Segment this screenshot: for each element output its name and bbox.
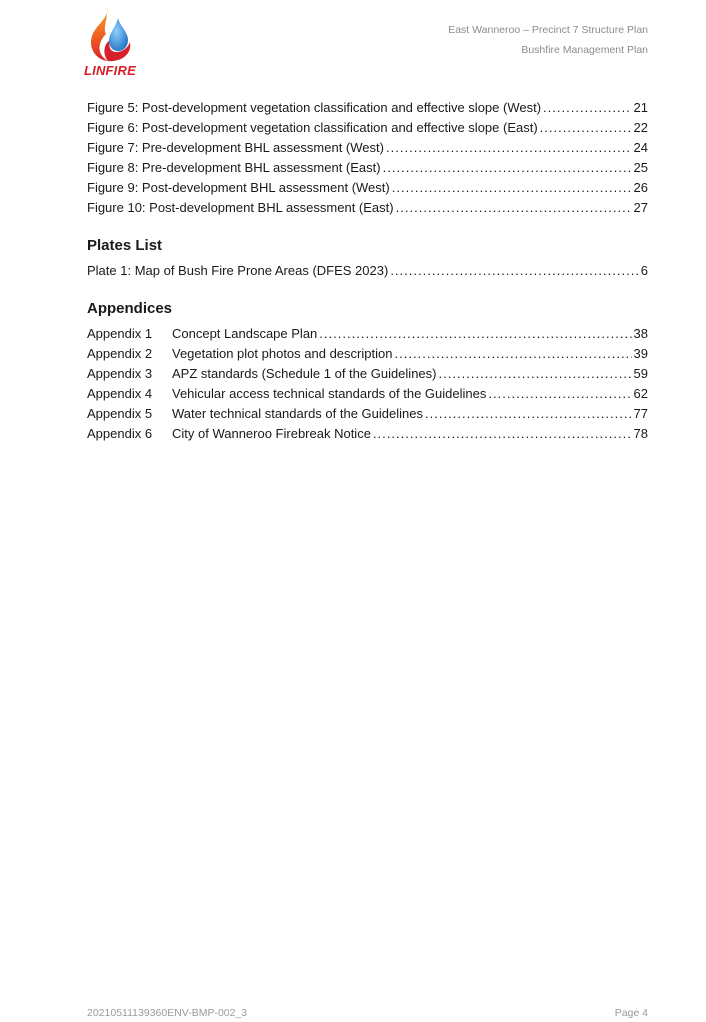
appendix-number: Appendix 4 — [87, 386, 153, 401]
document-type: Bushfire Management Plan — [521, 44, 648, 56]
leader-dots — [394, 344, 631, 364]
leader-dots — [383, 158, 632, 178]
appendix-number: Appendix 2 — [87, 346, 153, 361]
toc-entry-label: Figure 9: Post-development BHL assessment (West) — [87, 180, 390, 195]
toc-entry-appendix-3[interactable] — [87, 364, 648, 384]
toc-entry-appendix-5[interactable] — [87, 404, 648, 424]
document-header — [448, 20, 648, 60]
leader-dots — [425, 404, 632, 424]
leader-dots — [319, 324, 631, 344]
flame-droplet-icon — [82, 4, 140, 66]
toc-entry-label: Concept Landscape Plan — [172, 326, 318, 341]
toc-entry-label: Figure 7: Pre-development BHL assessment (West) — [87, 140, 384, 155]
toc-entry-label: Plate 1: Map of Bush Fire Prone Areas (DFES 2023) — [87, 263, 389, 278]
toc-entry-plate-1[interactable] — [87, 261, 648, 281]
toc-entry-figure-6[interactable] — [87, 118, 648, 138]
plates-list — [87, 261, 648, 281]
logo-wordmark: LINFIRE — [84, 63, 136, 78]
project-title: East Wanneroo – Precinct 7 Structure Plan — [448, 24, 648, 36]
leader-dots — [390, 261, 638, 281]
leader-dots — [392, 178, 632, 198]
toc-entry-label: Figure 10: Post-development BHL assessment (East) — [87, 200, 394, 215]
toc-entry-page: 25 — [633, 160, 648, 175]
leader-dots — [488, 384, 631, 404]
toc-entry-label: APZ standards (Schedule 1 of the Guidelines) — [172, 366, 437, 381]
appendix-number: Appendix 5 — [87, 406, 153, 421]
toc-entry-label: Vegetation plot photos and description — [172, 346, 393, 361]
figures-list — [87, 98, 648, 218]
toc-entry-appendix-2[interactable] — [87, 344, 648, 364]
toc-entry-appendix-1[interactable] — [87, 324, 648, 344]
toc-entry-page: 62 — [633, 386, 648, 401]
leader-dots — [438, 364, 631, 384]
toc-entry-label: Figure 6: Post-development vegetation classification and effective slope (East) — [87, 120, 538, 135]
toc-entry-appendix-6[interactable] — [87, 424, 648, 444]
toc-entry-page: 6 — [640, 263, 648, 278]
leader-dots — [396, 198, 632, 218]
toc-entry-page: 24 — [633, 140, 648, 155]
toc-entry-label: Vehicular access technical standards of the Guidelines — [172, 386, 487, 401]
leader-dots — [386, 138, 632, 158]
leader-dots — [373, 424, 632, 444]
leader-dots — [543, 98, 631, 118]
toc-entry-label: Water technical standards of the Guidelines — [172, 406, 423, 421]
toc-entry-figure-10[interactable] — [87, 198, 648, 218]
appendix-number: Appendix 1 — [87, 326, 153, 341]
toc-entry-page: 39 — [633, 346, 648, 361]
plates-heading: Plates List — [87, 237, 163, 254]
appendices-list — [87, 324, 648, 444]
toc-entry-label: Figure 5: Post-development vegetation classification and effective slope (West) — [87, 100, 542, 115]
toc-entry-page: 78 — [633, 426, 648, 441]
leader-dots — [540, 118, 632, 138]
toc-entry-page: 21 — [633, 100, 648, 115]
document-reference: 20210511139360ENV-BMP-002_3 — [87, 1007, 248, 1019]
toc-entry-appendix-4[interactable] — [87, 384, 648, 404]
appendix-number: Appendix 6 — [87, 426, 153, 441]
toc-entry-page: 59 — [633, 366, 648, 381]
toc-entry-figure-7[interactable] — [87, 138, 648, 158]
toc-entry-page: 77 — [633, 406, 648, 421]
toc-entry-figure-9[interactable] — [87, 178, 648, 198]
toc-entry-page: 22 — [633, 120, 648, 135]
appendix-number: Appendix 3 — [87, 366, 153, 381]
toc-entry-label: City of Wanneroo Firebreak Notice — [172, 426, 371, 441]
toc-entry-label: Figure 8: Pre-development BHL assessment (East) — [87, 160, 381, 175]
toc-entry-page: 27 — [633, 200, 648, 215]
toc-entry-figure-5[interactable] — [87, 98, 648, 118]
appendices-heading: Appendices — [87, 300, 173, 317]
toc-entry-page: 26 — [633, 180, 648, 195]
toc-entry-page: 38 — [633, 326, 648, 341]
page-number: Page 4 — [614, 1007, 648, 1019]
toc-entry-figure-8[interactable] — [87, 158, 648, 178]
